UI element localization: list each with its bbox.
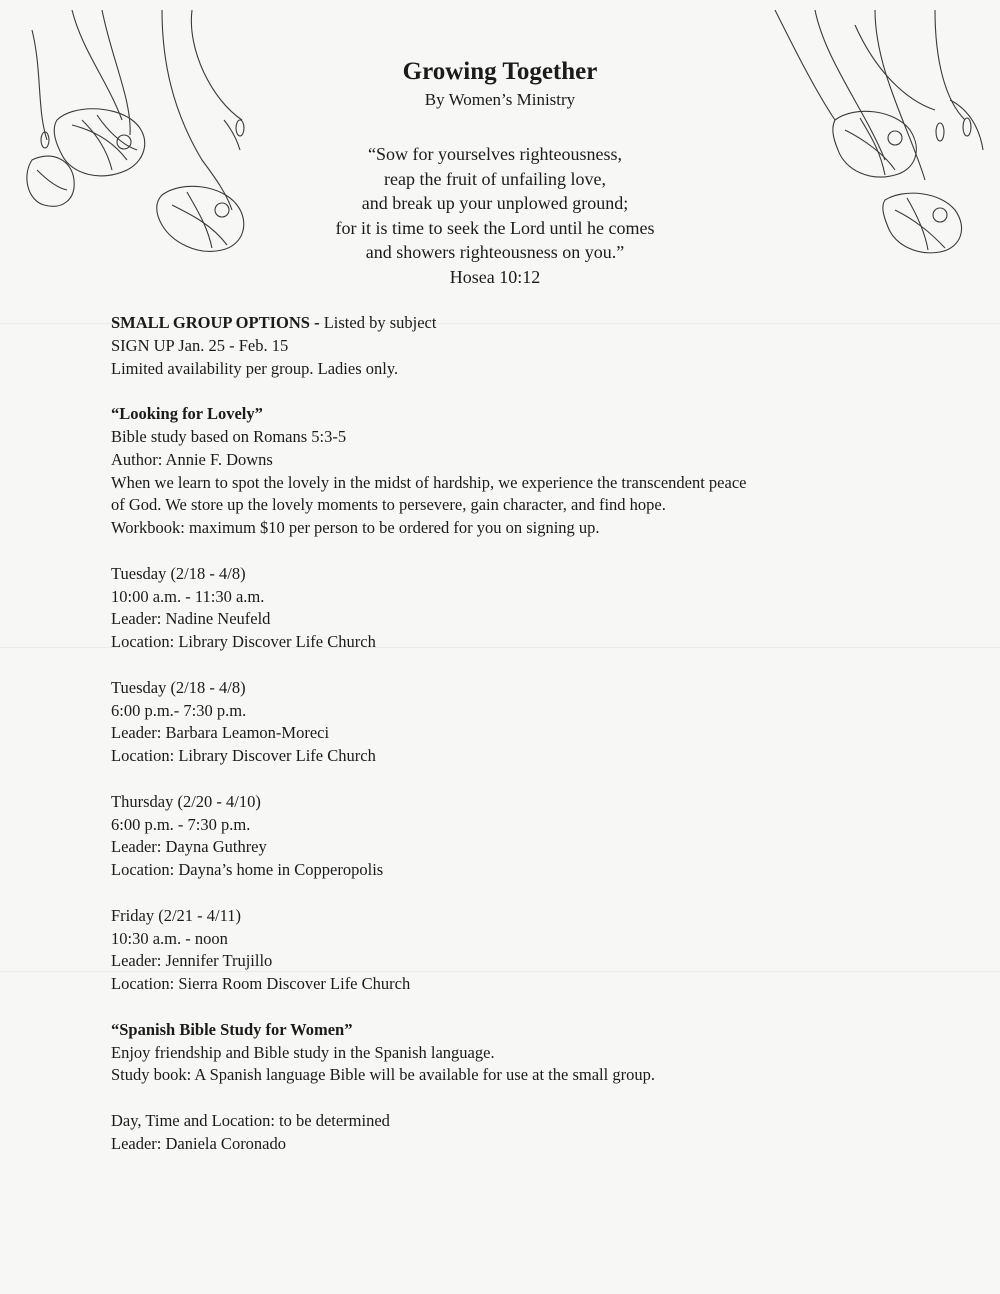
group-description-line: of God. We store up the lovely moments to persevere, gain character, and find hope. xyxy=(111,495,666,515)
session-location: Location: Library Discover Life Church xyxy=(111,632,376,652)
session-day: Tuesday (2/18 - 4/8) xyxy=(111,563,246,583)
availability-note: Limited availability per group. Ladies only. xyxy=(111,358,399,378)
session-leader: Leader: Dayna Guthrey xyxy=(111,837,267,857)
scripture-quote xyxy=(0,142,990,289)
group-description-line: Study book: A Spanish language Bible will be available for use at the small group. xyxy=(111,1065,655,1085)
session-leader: Leader: Barbara Leamon-Moreci xyxy=(111,723,330,743)
session-day: Tuesday (2/18 - 4/8) xyxy=(111,677,246,697)
document-body xyxy=(111,312,971,1155)
document-header xyxy=(0,56,1000,110)
group-title: “Spanish Bible Study for Women” xyxy=(111,1019,353,1039)
session-block xyxy=(111,905,971,996)
verse-line: and showers righteousness on you.” xyxy=(365,242,625,262)
verse-line: “Sow for yourselves righteousness, xyxy=(368,144,622,164)
session-time: 6:00 p.m. - 7:30 p.m. xyxy=(111,814,251,834)
group-description-line: Enjoy friendship and Bible study in the Spanish language. xyxy=(111,1042,495,1062)
session-location: Location: Sierra Room Discover Life Church xyxy=(111,974,411,994)
small-group-heading: SMALL GROUP OPTIONS - xyxy=(111,313,320,332)
page-title: Growing Together xyxy=(402,58,598,85)
group-title: “Looking for Lovely” xyxy=(111,404,263,424)
verse-line: for it is time to seek the Lord until he comes xyxy=(335,217,655,238)
verse-line: and break up your unplowed ground; xyxy=(361,193,629,213)
group-description-line: Author: Annie F. Downs xyxy=(111,449,273,469)
group-description-line: Workbook: maximum $10 per person to be ordered for you on signing up. xyxy=(111,518,600,538)
verse-reference: Hosea 10:12 xyxy=(449,266,541,287)
group-leader: Leader: Daniela Coronado xyxy=(111,1133,287,1153)
session-day: Friday (2/21 - 4/11) xyxy=(111,905,241,925)
session-time: 10:30 a.m. - noon xyxy=(111,928,228,948)
session-time: 6:00 p.m.- 7:30 p.m. xyxy=(111,700,247,720)
section-heading xyxy=(111,312,971,335)
group-description-line: Bible study based on Romans 5:3-5 xyxy=(111,426,347,446)
session-block xyxy=(111,677,971,768)
session-day: Thursday (2/20 - 4/10) xyxy=(111,791,261,811)
group-description-line: When we learn to spot the lovely in the midst of hardship, we experience the transcendent peace xyxy=(111,472,747,492)
session-location: Location: Dayna’s home in Copperopolis xyxy=(111,860,384,880)
byline: By Women’s Ministry xyxy=(424,90,576,109)
session-leader: Leader: Jennifer Trujillo xyxy=(111,951,273,971)
verse-line: reap the fruit of unfailing love, xyxy=(384,168,606,189)
session-location: Location: Library Discover Life Church xyxy=(111,746,376,766)
heading-note: Listed by subject xyxy=(319,313,437,332)
session-block xyxy=(111,563,971,654)
group-details: Day, Time and Location: to be determined xyxy=(111,1110,390,1130)
session-leader: Leader: Nadine Neufeld xyxy=(111,609,271,629)
session-time: 10:00 a.m. - 11:30 a.m. xyxy=(111,586,265,606)
session-block xyxy=(111,791,971,882)
signup-dates: SIGN UP Jan. 25 - Feb. 15 xyxy=(111,335,289,355)
